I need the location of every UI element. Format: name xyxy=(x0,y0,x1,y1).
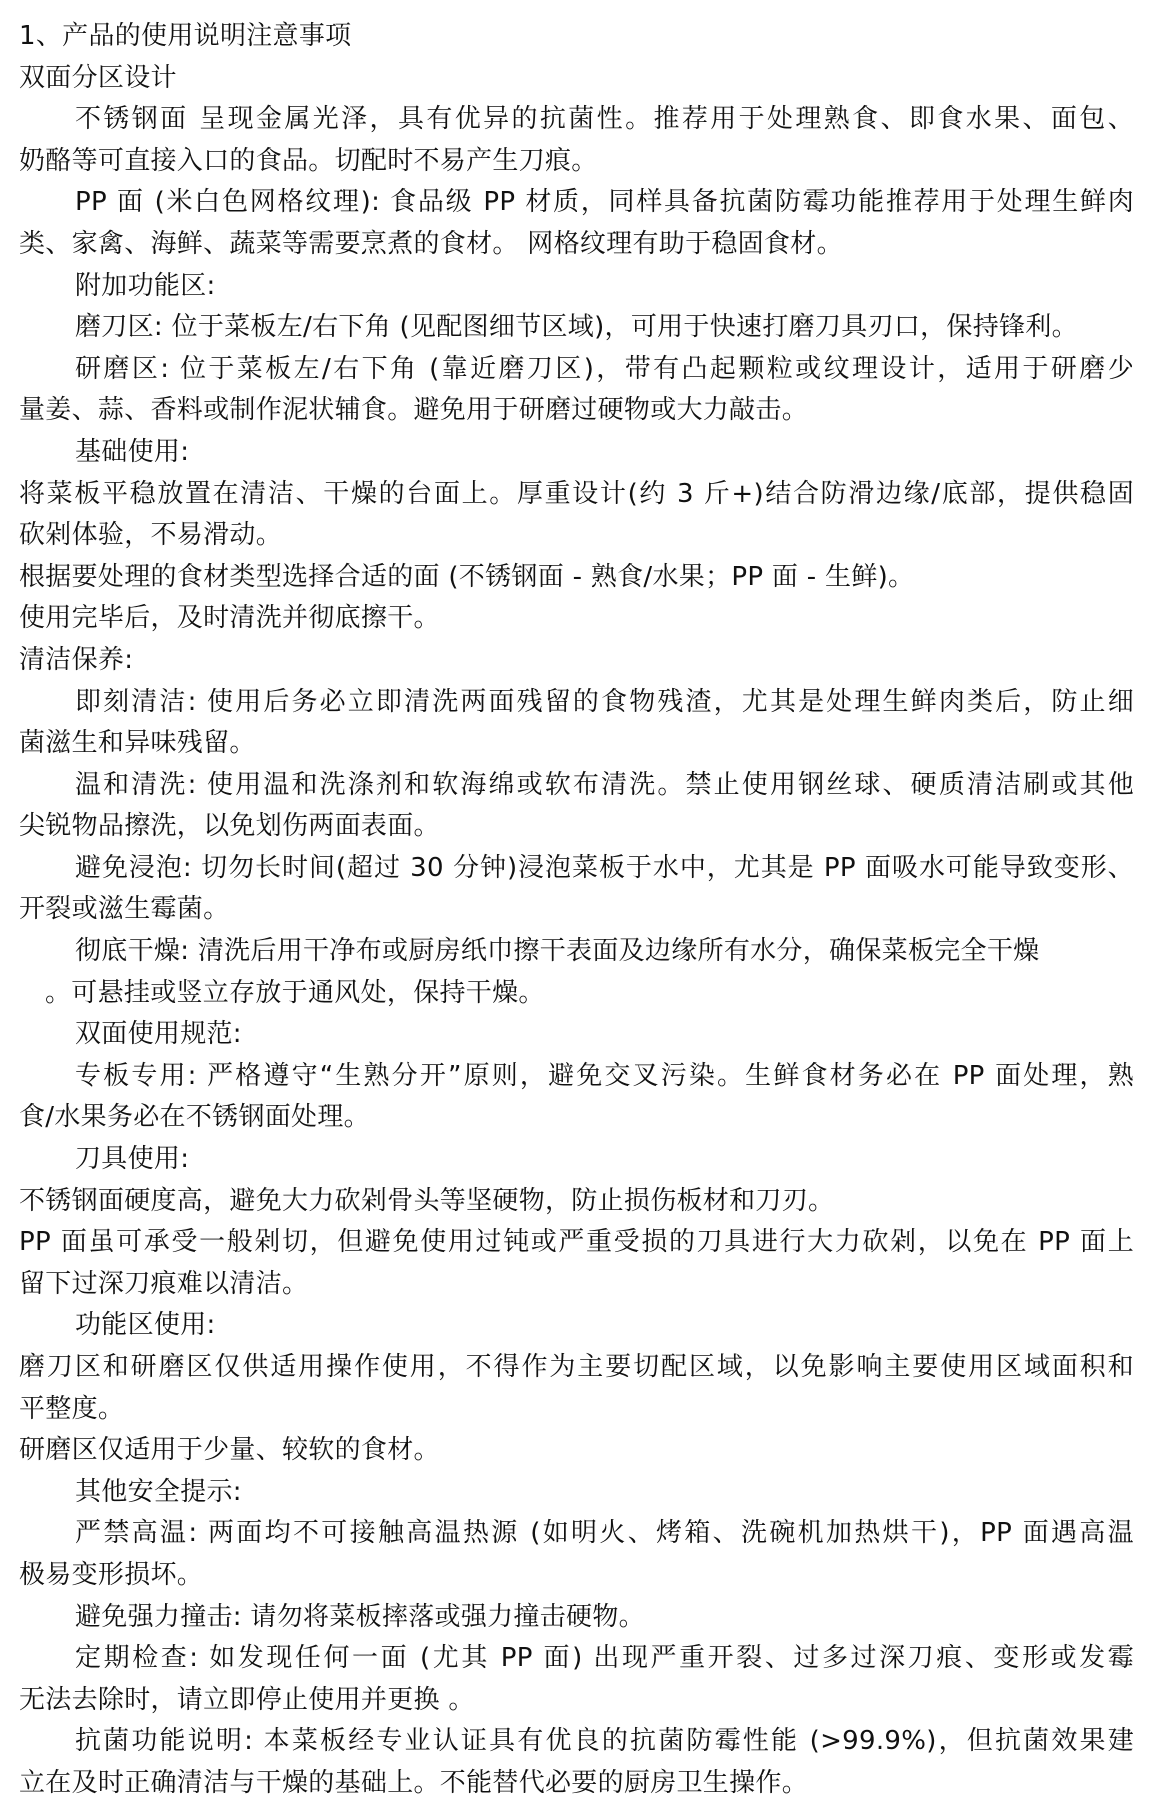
paragraph-line: 严禁高温: 两面均不可接触高温热源 (如明火、烤箱、洗碗机加热烘干)，PP 面遇高温 xyxy=(75,1518,1134,1549)
paragraph-line: 避免浸泡: 切勿长时间(超过 30 分钟)浸泡菜板于水中，尤其是 PP 面吸水可能导致变形、 xyxy=(75,852,1134,883)
subheading-safety: 其他安全提示: xyxy=(75,1476,242,1507)
paragraph-line: 立在及时正确清洁与干燥的基础上。不能替代必要的厨房卫生操作。 xyxy=(19,1767,809,1798)
paragraph-line: 研磨区: 位于菜板左/右下角 (靠近磨刀区)，带有凸起颗粒或纹理设计，适用于研磨少 xyxy=(75,353,1134,384)
paragraph-line: 定期检查: 如发现任何一面 (尤其 PP 面) 出现严重开裂、过多过深刀痕、变形或发霉 xyxy=(75,1643,1134,1674)
paragraph-line: 使用完毕后，及时清洗并彻底擦干。 xyxy=(19,603,440,634)
paragraph-line: 。可悬挂或竖立存放于通风处，保持干燥。 xyxy=(45,977,545,1008)
paragraph-line: 留下过深刀痕难以清洁。 xyxy=(19,1268,309,1299)
subheading-usage-rules: 双面使用规范: xyxy=(75,1019,242,1050)
doc-title: 1、产品的使用说明注意事项 xyxy=(19,21,352,51)
paragraph-line: 专板专用: 严格遵守“生熟分开”原则，避免交叉污染。生鲜食材务必在 PP 面处理，熟 xyxy=(75,1060,1134,1091)
paragraph-line: 不锈钢面硬度高，避免大力砍剁骨头等坚硬物，防止损伤板材和刀刃。 xyxy=(19,1185,835,1216)
paragraph-line: 避免强力撞击: 请勿将菜板摔落或强力撞击硬物。 xyxy=(75,1601,645,1632)
subheading-extra-zones: 附加功能区: xyxy=(75,270,216,301)
paragraph-line: 砍剁体验，不易滑动。 xyxy=(19,520,283,551)
paragraph-line: 菌滋生和异味残留。 xyxy=(19,728,256,759)
paragraph-line: PP 面 (米白色网格纹理): 食品级 PP 材质，同样具备抗菌防霉功能推荐用于处理生鲜肉 xyxy=(75,187,1134,218)
paragraph-line: 平整度。 xyxy=(19,1393,125,1424)
paragraph-line: 磨刀区和研磨区仅供适用操作使用，不得作为主要切配区域，以免影响主要使用区域面积和 xyxy=(19,1352,1134,1382)
paragraph-line: 量姜、蒜、香料或制作泥状辅食。避免用于研磨过硬物或大力敲击。 xyxy=(19,395,809,426)
subheading-basic-use: 基础使用: xyxy=(75,436,190,467)
paragraph-line: 类、家禽、海鲜、蔬菜等需要烹煮的食材。 网格纹理有助于稳固食材。 xyxy=(19,228,843,259)
paragraph-line: 抗菌功能说明: 本菜板经专业认证具有优良的抗菌防霉性能 (>99.9%)，但抗菌效果建 xyxy=(75,1726,1134,1757)
paragraph-line: 温和清洗: 使用温和洗涤剂和软海绵或软布清洗。禁止使用钢丝球、硬质清洁刷或其他 xyxy=(75,769,1134,800)
paragraph-line: 开裂或滋生霉菌。 xyxy=(19,894,230,925)
paragraph-line: 磨刀区: 位于菜板左/右下角 (见配图细节区域)，可用于快速打磨刀具刃口，保持锋利。 xyxy=(75,312,1078,343)
paragraph-line: 尖锐物品擦洗，以免划伤两面表面。 xyxy=(19,811,440,842)
paragraph-line: 极易变形损坏。 xyxy=(19,1559,204,1590)
subheading-cleaning: 清洁保养: xyxy=(19,644,134,675)
subheading-knife-use: 刀具使用: xyxy=(75,1144,190,1175)
paragraph-line: 研磨区仅适用于少量、较软的食材。 xyxy=(19,1435,440,1466)
paragraph-line: 根据要处理的食材类型选择合适的面 (不锈钢面 - 熟食/水果；PP 面 - 生鲜)。 xyxy=(19,561,915,592)
paragraph-line: PP 面虽可承受一般剁切，但避免使用过钝或严重受损的刀具进行大力砍剁，以免在 PP 面上 xyxy=(19,1227,1134,1258)
section-heading-double-sided: 双面分区设计 xyxy=(19,62,177,93)
paragraph-line: 不锈钢面 呈现金属光泽，具有优异的抗菌性。推荐用于处理熟食、即食水果、面包、 xyxy=(75,104,1134,135)
paragraph-line: 即刻清洁: 使用后务必立即清洗两面残留的食物残渣，尤其是处理生鲜肉类后，防止细 xyxy=(75,686,1134,717)
paragraph-line: 无法去除时，请立即停止使用并更换 。 xyxy=(19,1684,475,1715)
subheading-function-zones: 功能区使用: xyxy=(75,1310,216,1341)
paragraph-line: 彻底干燥: 清洗后用干净布或厨房纸巾擦干表面及边缘所有水分，确保菜板完全干燥 xyxy=(75,936,1040,967)
paragraph-line: 将菜板平稳放置在清洁、干燥的台面上。厚重设计(约 3 斤+)结合防滑边缘/底部，提供稳固 xyxy=(19,478,1134,509)
paragraph-line: 奶酪等可直接入口的食品。切配时不易产生刀痕。 xyxy=(19,145,598,176)
paragraph-line: 食/水果务必在不锈钢面处理。 xyxy=(19,1102,370,1133)
